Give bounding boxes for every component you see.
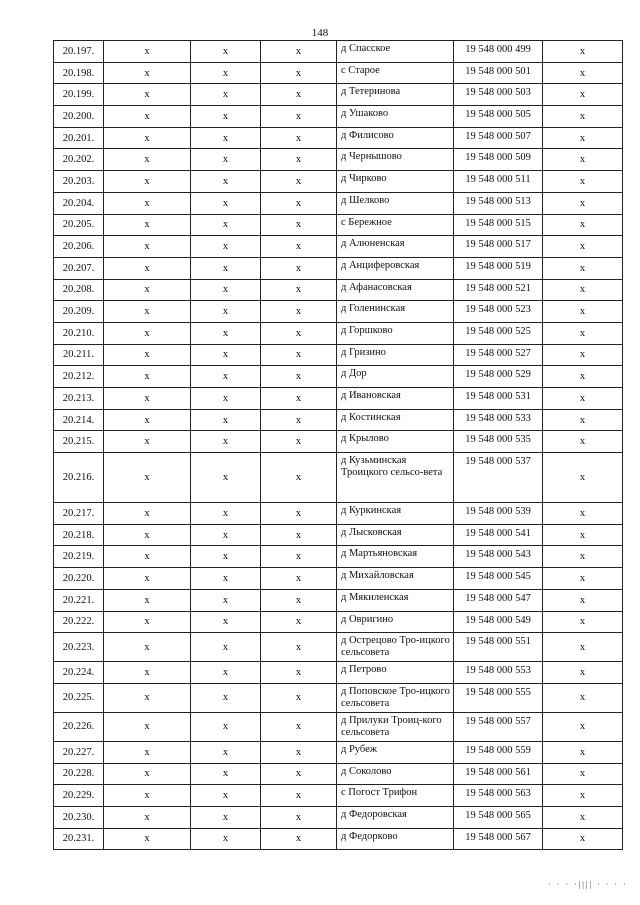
cell-x-last: х (543, 712, 623, 741)
table-row (54, 388, 623, 410)
cell-x-1: х (104, 149, 191, 171)
cell-x-last: х (543, 683, 623, 712)
cell-x-1: х (104, 62, 191, 84)
cell-x-1: х (104, 344, 191, 366)
row-number: 20.231. (54, 828, 104, 850)
cell-x-1: х (104, 524, 191, 546)
cell-x-1: х (104, 503, 191, 525)
cell-x-1: х (104, 192, 191, 214)
place-name: д Рубеж (337, 741, 454, 763)
row-number: 20.202. (54, 149, 104, 171)
row-number: 20.223. (54, 633, 104, 662)
cell-x-3: х (261, 149, 337, 171)
row-number: 20.230. (54, 806, 104, 828)
cell-x-last: х (543, 568, 623, 590)
table-row (54, 524, 623, 546)
place-name: д Шелково (337, 192, 454, 214)
table-row (54, 192, 623, 214)
place-name: д Тетеринова (337, 84, 454, 106)
place-name: д Дор (337, 366, 454, 388)
row-number: 20.229. (54, 785, 104, 807)
row-number: 20.222. (54, 611, 104, 633)
cell-x-2: х (191, 322, 261, 344)
row-number: 20.226. (54, 712, 104, 741)
oktmo-code: 19 548 000 535 (454, 431, 543, 453)
cell-x-1: х (104, 41, 191, 63)
place-name: д Прилуки Троиц-кого сельсовета (337, 712, 454, 741)
row-number: 20.200. (54, 106, 104, 128)
cell-x-3: х (261, 84, 337, 106)
cell-x-3: х (261, 611, 337, 633)
cell-x-3: х (261, 546, 337, 568)
place-name: д Лысковская (337, 524, 454, 546)
cell-x-3: х (261, 192, 337, 214)
table-row (54, 106, 623, 128)
cell-x-3: х (261, 568, 337, 590)
oktmo-code: 19 548 000 553 (454, 662, 543, 684)
place-name: д Петрово (337, 662, 454, 684)
cell-x-2: х (191, 388, 261, 410)
place-name: д Острецово Тро-ицкого сельсовета (337, 633, 454, 662)
cell-x-3: х (261, 503, 337, 525)
cell-x-3: х (261, 763, 337, 785)
table-row (54, 806, 623, 828)
cell-x-last: х (543, 344, 623, 366)
row-number: 20.204. (54, 192, 104, 214)
place-name: с Старое (337, 62, 454, 84)
place-name: д Крылово (337, 431, 454, 453)
table-row (54, 589, 623, 611)
row-number: 20.212. (54, 366, 104, 388)
cell-x-3: х (261, 431, 337, 453)
place-name: с Погост Трифон (337, 785, 454, 807)
row-number: 20.221. (54, 589, 104, 611)
row-number: 20.210. (54, 322, 104, 344)
cell-x-3: х (261, 236, 337, 258)
place-name: д Михайловская (337, 568, 454, 590)
cell-x-last: х (543, 828, 623, 850)
cell-x-1: х (104, 806, 191, 828)
row-number: 20.227. (54, 741, 104, 763)
table-row (54, 409, 623, 431)
cell-x-2: х (191, 683, 261, 712)
row-number: 20.220. (54, 568, 104, 590)
settlements-table (53, 40, 623, 850)
cell-x-1: х (104, 322, 191, 344)
row-number: 20.206. (54, 236, 104, 258)
oktmo-code: 19 548 000 499 (454, 41, 543, 63)
place-name: д Чернышово (337, 149, 454, 171)
row-number: 20.216. (54, 453, 104, 503)
table-row (54, 84, 623, 106)
table-row (54, 568, 623, 590)
place-name: д Горшково (337, 322, 454, 344)
cell-x-last: х (543, 611, 623, 633)
cell-x-1: х (104, 828, 191, 850)
place-name: д Филисово (337, 127, 454, 149)
cell-x-2: х (191, 589, 261, 611)
oktmo-code: 19 548 000 533 (454, 409, 543, 431)
oktmo-code: 19 548 000 527 (454, 344, 543, 366)
oktmo-code: 19 548 000 521 (454, 279, 543, 301)
table-row (54, 149, 623, 171)
cell-x-2: х (191, 84, 261, 106)
table-row (54, 301, 623, 323)
cell-x-3: х (261, 409, 337, 431)
cell-x-3: х (261, 171, 337, 193)
cell-x-last: х (543, 62, 623, 84)
cell-x-1: х (104, 257, 191, 279)
row-number: 20.217. (54, 503, 104, 525)
place-name: д Ушаково (337, 106, 454, 128)
place-name: д Соколово (337, 763, 454, 785)
scan-artifact: · · · ·|||| · · · · (548, 880, 628, 889)
oktmo-code: 19 548 000 565 (454, 806, 543, 828)
cell-x-3: х (261, 344, 337, 366)
row-number: 20.225. (54, 683, 104, 712)
cell-x-last: х (543, 453, 623, 503)
cell-x-2: х (191, 301, 261, 323)
oktmo-code: 19 548 000 567 (454, 828, 543, 850)
table-row (54, 214, 623, 236)
table-row (54, 62, 623, 84)
oktmo-code: 19 548 000 543 (454, 546, 543, 568)
place-name: д Кузьминская Троицкого сельсо-вета (337, 453, 454, 503)
cell-x-last: х (543, 633, 623, 662)
cell-x-1: х (104, 568, 191, 590)
cell-x-1: х (104, 366, 191, 388)
cell-x-1: х (104, 453, 191, 503)
table-row (54, 453, 623, 503)
cell-x-last: х (543, 106, 623, 128)
row-number: 20.198. (54, 62, 104, 84)
row-number: 20.201. (54, 127, 104, 149)
place-name: д Куркинская (337, 503, 454, 525)
table-row (54, 279, 623, 301)
cell-x-last: х (543, 236, 623, 258)
table-row (54, 503, 623, 525)
cell-x-2: х (191, 41, 261, 63)
row-number: 20.209. (54, 301, 104, 323)
cell-x-3: х (261, 524, 337, 546)
row-number: 20.218. (54, 524, 104, 546)
cell-x-1: х (104, 301, 191, 323)
cell-x-2: х (191, 366, 261, 388)
table-row (54, 662, 623, 684)
cell-x-3: х (261, 62, 337, 84)
cell-x-last: х (543, 257, 623, 279)
cell-x-last: х (543, 84, 623, 106)
table-row (54, 683, 623, 712)
table-row (54, 344, 623, 366)
table-row (54, 366, 623, 388)
cell-x-2: х (191, 257, 261, 279)
cell-x-3: х (261, 712, 337, 741)
cell-x-last: х (543, 149, 623, 171)
table-row (54, 41, 623, 63)
row-number: 20.224. (54, 662, 104, 684)
cell-x-1: х (104, 589, 191, 611)
cell-x-last: х (543, 409, 623, 431)
cell-x-3: х (261, 683, 337, 712)
cell-x-3: х (261, 806, 337, 828)
oktmo-code: 19 548 000 561 (454, 763, 543, 785)
table-row (54, 611, 623, 633)
cell-x-1: х (104, 388, 191, 410)
table-row (54, 763, 623, 785)
place-name: д Голенинская (337, 301, 454, 323)
cell-x-1: х (104, 546, 191, 568)
row-number: 20.205. (54, 214, 104, 236)
cell-x-1: х (104, 683, 191, 712)
cell-x-2: х (191, 763, 261, 785)
oktmo-code: 19 548 000 563 (454, 785, 543, 807)
cell-x-last: х (543, 806, 623, 828)
oktmo-code: 19 548 000 515 (454, 214, 543, 236)
oktmo-code: 19 548 000 517 (454, 236, 543, 258)
oktmo-code: 19 548 000 539 (454, 503, 543, 525)
place-name: д Костинская (337, 409, 454, 431)
place-name: д Федорково (337, 828, 454, 850)
cell-x-3: х (261, 41, 337, 63)
cell-x-3: х (261, 662, 337, 684)
row-number: 20.211. (54, 344, 104, 366)
cell-x-last: х (543, 546, 623, 568)
cell-x-last: х (543, 322, 623, 344)
cell-x-2: х (191, 149, 261, 171)
oktmo-code: 19 548 000 513 (454, 192, 543, 214)
cell-x-3: х (261, 214, 337, 236)
place-name: д Федоровская (337, 806, 454, 828)
cell-x-1: х (104, 409, 191, 431)
cell-x-2: х (191, 171, 261, 193)
oktmo-code: 19 548 000 523 (454, 301, 543, 323)
oktmo-code: 19 548 000 549 (454, 611, 543, 633)
cell-x-2: х (191, 662, 261, 684)
row-number: 20.228. (54, 763, 104, 785)
cell-x-1: х (104, 214, 191, 236)
cell-x-2: х (191, 236, 261, 258)
cell-x-last: х (543, 763, 623, 785)
cell-x-1: х (104, 106, 191, 128)
cell-x-last: х (543, 279, 623, 301)
row-number: 20.203. (54, 171, 104, 193)
cell-x-last: х (543, 214, 623, 236)
place-name: д Ивановская (337, 388, 454, 410)
cell-x-2: х (191, 503, 261, 525)
cell-x-last: х (543, 662, 623, 684)
cell-x-2: х (191, 279, 261, 301)
cell-x-last: х (543, 431, 623, 453)
cell-x-1: х (104, 763, 191, 785)
cell-x-last: х (543, 785, 623, 807)
oktmo-code: 19 548 000 541 (454, 524, 543, 546)
cell-x-2: х (191, 741, 261, 763)
cell-x-1: х (104, 611, 191, 633)
place-name: д Анциферовская (337, 257, 454, 279)
row-number: 20.215. (54, 431, 104, 453)
place-name: д Гризино (337, 344, 454, 366)
oktmo-code: 19 548 000 507 (454, 127, 543, 149)
cell-x-3: х (261, 741, 337, 763)
cell-x-2: х (191, 633, 261, 662)
oktmo-code: 19 548 000 505 (454, 106, 543, 128)
cell-x-1: х (104, 127, 191, 149)
cell-x-3: х (261, 453, 337, 503)
place-name: д Спасское (337, 41, 454, 63)
place-name: с Бережное (337, 214, 454, 236)
cell-x-2: х (191, 611, 261, 633)
oktmo-code: 19 548 000 511 (454, 171, 543, 193)
oktmo-code: 19 548 000 525 (454, 322, 543, 344)
cell-x-last: х (543, 127, 623, 149)
page-number: 148 (311, 27, 329, 39)
oktmo-code: 19 548 000 503 (454, 84, 543, 106)
cell-x-3: х (261, 257, 337, 279)
place-name: д Алюненская (337, 236, 454, 258)
oktmo-code: 19 548 000 501 (454, 62, 543, 84)
cell-x-3: х (261, 785, 337, 807)
cell-x-last: х (543, 741, 623, 763)
cell-x-2: х (191, 409, 261, 431)
cell-x-1: х (104, 785, 191, 807)
place-name: д Мартьяновская (337, 546, 454, 568)
table-row (54, 741, 623, 763)
cell-x-last: х (543, 366, 623, 388)
cell-x-2: х (191, 453, 261, 503)
cell-x-2: х (191, 127, 261, 149)
oktmo-code: 19 548 000 529 (454, 366, 543, 388)
cell-x-2: х (191, 431, 261, 453)
place-name: д Афанасовская (337, 279, 454, 301)
cell-x-3: х (261, 322, 337, 344)
cell-x-2: х (191, 192, 261, 214)
oktmo-code: 19 548 000 557 (454, 712, 543, 741)
cell-x-1: х (104, 633, 191, 662)
cell-x-1: х (104, 279, 191, 301)
oktmo-code: 19 548 000 509 (454, 149, 543, 171)
cell-x-2: х (191, 568, 261, 590)
table-row (54, 828, 623, 850)
cell-x-3: х (261, 828, 337, 850)
row-number: 20.208. (54, 279, 104, 301)
cell-x-1: х (104, 236, 191, 258)
table-row (54, 546, 623, 568)
cell-x-2: х (191, 106, 261, 128)
table-row (54, 712, 623, 741)
row-number: 20.197. (54, 41, 104, 63)
cell-x-2: х (191, 546, 261, 568)
row-number: 20.199. (54, 84, 104, 106)
table-row (54, 127, 623, 149)
cell-x-3: х (261, 388, 337, 410)
cell-x-3: х (261, 106, 337, 128)
place-name: д Поповское Тро-ицкого сельсовета (337, 683, 454, 712)
table-row (54, 633, 623, 662)
cell-x-3: х (261, 589, 337, 611)
cell-x-3: х (261, 279, 337, 301)
cell-x-last: х (543, 589, 623, 611)
cell-x-1: х (104, 741, 191, 763)
row-number: 20.213. (54, 388, 104, 410)
cell-x-2: х (191, 344, 261, 366)
oktmo-code: 19 548 000 551 (454, 633, 543, 662)
cell-x-last: х (543, 503, 623, 525)
cell-x-3: х (261, 633, 337, 662)
cell-x-last: х (543, 388, 623, 410)
cell-x-3: х (261, 127, 337, 149)
oktmo-code: 19 548 000 555 (454, 683, 543, 712)
oktmo-code: 19 548 000 537 (454, 453, 543, 503)
cell-x-1: х (104, 662, 191, 684)
cell-x-3: х (261, 366, 337, 388)
cell-x-3: х (261, 301, 337, 323)
cell-x-1: х (104, 712, 191, 741)
cell-x-2: х (191, 524, 261, 546)
oktmo-code: 19 548 000 531 (454, 388, 543, 410)
cell-x-1: х (104, 84, 191, 106)
table-row (54, 322, 623, 344)
table-row (54, 171, 623, 193)
cell-x-1: х (104, 171, 191, 193)
row-number: 20.207. (54, 257, 104, 279)
place-name: д Чирково (337, 171, 454, 193)
table-row (54, 785, 623, 807)
cell-x-2: х (191, 828, 261, 850)
cell-x-last: х (543, 171, 623, 193)
row-number: 20.219. (54, 546, 104, 568)
cell-x-2: х (191, 62, 261, 84)
row-number: 20.214. (54, 409, 104, 431)
place-name: д Овригино (337, 611, 454, 633)
table-row (54, 431, 623, 453)
table-body (54, 41, 623, 850)
table-row (54, 257, 623, 279)
cell-x-last: х (543, 524, 623, 546)
cell-x-2: х (191, 785, 261, 807)
cell-x-2: х (191, 806, 261, 828)
cell-x-1: х (104, 431, 191, 453)
cell-x-2: х (191, 712, 261, 741)
cell-x-last: х (543, 301, 623, 323)
cell-x-last: х (543, 192, 623, 214)
oktmo-code: 19 548 000 559 (454, 741, 543, 763)
place-name: д Мякиленская (337, 589, 454, 611)
oktmo-code: 19 548 000 519 (454, 257, 543, 279)
table-row (54, 236, 623, 258)
oktmo-code: 19 548 000 545 (454, 568, 543, 590)
oktmo-code: 19 548 000 547 (454, 589, 543, 611)
cell-x-2: х (191, 214, 261, 236)
cell-x-last: х (543, 41, 623, 63)
